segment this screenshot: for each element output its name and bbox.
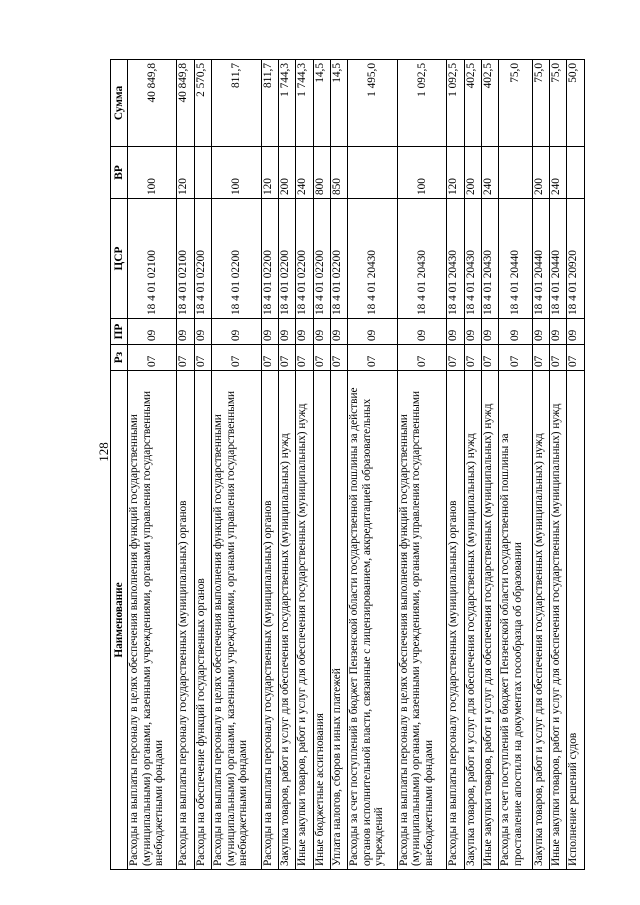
- cell-pr: 09: [348, 319, 397, 345]
- cell-vr: [348, 147, 397, 199]
- table-row: [464, 60, 481, 870]
- cell-rz: 07: [261, 345, 278, 371]
- cell-name: Уплата налогов, сборов и иных платежей: [331, 371, 348, 870]
- cell-name: Расходы на выплаты персоналу в целях обеспечения выполнения функций государственными (муниципальными) органами, казенными учреждениями, органами управления государственными внебюджетными фондами: [128, 371, 177, 870]
- cell-pr: 09: [313, 319, 330, 345]
- rotated-table-container: [110, 60, 585, 870]
- cell-pr: 09: [482, 319, 499, 345]
- table-row: [499, 60, 532, 870]
- cell-sum: 75,0: [550, 60, 567, 147]
- header-vr: ВР: [111, 147, 128, 199]
- table-row: [447, 60, 464, 870]
- cell-vr: 120: [261, 147, 278, 199]
- header-csr: ЦСР: [111, 199, 128, 319]
- cell-rz: 07: [499, 345, 532, 371]
- header-sum: Сумма: [111, 60, 128, 147]
- cell-rz: 07: [550, 345, 567, 371]
- cell-name: Расходы за счет поступлений в бюджет Пензенской области государственной пошлины за проставление апостиля на документах госообразца об образовании: [499, 371, 532, 870]
- cell-csr: 18 4 01 20440: [499, 199, 532, 319]
- cell-vr: 800: [313, 147, 330, 199]
- cell-csr: 18 4 01 02200: [296, 199, 313, 319]
- table-body: [128, 60, 585, 870]
- cell-rz: 07: [194, 345, 211, 371]
- cell-vr: 100: [397, 147, 446, 199]
- table-row: [567, 60, 585, 870]
- cell-sum: 50,0: [567, 60, 585, 147]
- cell-pr: 09: [567, 319, 585, 345]
- cell-rz: 07: [331, 345, 348, 371]
- cell-sum: 1 744,3: [279, 60, 296, 147]
- cell-sum: 1 092,5: [447, 60, 464, 147]
- cell-csr: 18 4 01 02200: [331, 199, 348, 319]
- header-rz: Рз: [111, 345, 128, 371]
- cell-vr: 240: [296, 147, 313, 199]
- cell-name: Исполнение решений судов: [567, 371, 585, 870]
- cell-rz: 07: [279, 345, 296, 371]
- cell-name: Расходы на выплаты персоналу государственных (муниципальных) органов: [177, 371, 194, 870]
- table-row: [177, 60, 194, 870]
- cell-rz: 07: [532, 345, 549, 371]
- cell-pr: 09: [212, 319, 261, 345]
- cell-csr: 18 4 01 20430: [464, 199, 481, 319]
- cell-csr: 18 4 01 02100: [128, 199, 177, 319]
- cell-csr: 18 4 01 20440: [532, 199, 549, 319]
- cell-rz: 07: [128, 345, 177, 371]
- cell-rz: 07: [464, 345, 481, 371]
- cell-sum: 1 744,3: [296, 60, 313, 147]
- cell-name: Расходы за счет поступлений в бюджет Пензенской области государственной пошлины за действие органов исполнительной власти, связанные с лицензированием, аккредитацией образовательных учреждений: [348, 371, 397, 870]
- cell-rz: 07: [482, 345, 499, 371]
- cell-name: Закупка товаров, работ и услуг для обеспечения государственных (муниципальных) нужд: [532, 371, 549, 870]
- cell-pr: 09: [550, 319, 567, 345]
- cell-vr: 120: [177, 147, 194, 199]
- cell-sum: 1 092,5: [397, 60, 446, 147]
- cell-csr: 18 4 01 20430: [397, 199, 446, 319]
- cell-vr: 200: [464, 147, 481, 199]
- cell-sum: 402,5: [482, 60, 499, 147]
- cell-rz: 07: [397, 345, 446, 371]
- cell-vr: 200: [532, 147, 549, 199]
- cell-vr: [194, 147, 211, 199]
- cell-sum: 14,5: [313, 60, 330, 147]
- cell-pr: 09: [261, 319, 278, 345]
- cell-csr: 18 4 01 02200: [261, 199, 278, 319]
- cell-vr: [567, 147, 585, 199]
- header-name: Наименование: [111, 371, 128, 870]
- cell-pr: 09: [532, 319, 549, 345]
- cell-csr: 18 4 01 02100: [177, 199, 194, 319]
- table-row: [194, 60, 211, 870]
- table-row: [128, 60, 177, 870]
- cell-sum: 402,5: [464, 60, 481, 147]
- cell-vr: 100: [128, 147, 177, 199]
- cell-pr: 09: [177, 319, 194, 345]
- cell-csr: 18 4 01 02200: [313, 199, 330, 319]
- cell-name: Иные закупки товаров, работ и услуг для обеспечения государственных (муниципальных) нужд: [550, 371, 567, 870]
- cell-vr: 120: [447, 147, 464, 199]
- table-row: [261, 60, 278, 870]
- cell-name: Расходы на выплаты персоналу государственных (муниципальных) органов: [261, 371, 278, 870]
- cell-name: Иные закупки товаров, работ и услуг для обеспечения государственных (муниципальных) нужд: [482, 371, 499, 870]
- table-row: [331, 60, 348, 870]
- table-row: [532, 60, 549, 870]
- cell-csr: 18 4 01 02200: [194, 199, 211, 319]
- table-row: [279, 60, 296, 870]
- cell-name: Расходы на выплаты персоналу в целях обеспечения выполнения функций государственными (муниципальными) органами, казенными учреждениями, органами управления государственными внебюджетными фондами: [397, 371, 446, 870]
- cell-csr: 18 4 01 20430: [482, 199, 499, 319]
- table-row: [397, 60, 446, 870]
- cell-csr: 18 4 01 20440: [550, 199, 567, 319]
- cell-csr: 18 4 01 20430: [348, 199, 397, 319]
- cell-sum: 14,5: [331, 60, 348, 147]
- table-row: [550, 60, 567, 870]
- cell-pr: 09: [447, 319, 464, 345]
- cell-name: Иные закупки товаров, работ и услуг для обеспечения государственных (муниципальных) нужд: [296, 371, 313, 870]
- cell-csr: 18 4 01 02200: [279, 199, 296, 319]
- cell-sum: 1 495,0: [348, 60, 397, 147]
- cell-rz: 07: [447, 345, 464, 371]
- cell-pr: 09: [279, 319, 296, 345]
- cell-vr: 850: [331, 147, 348, 199]
- cell-rz: 07: [313, 345, 330, 371]
- cell-rz: 07: [567, 345, 585, 371]
- table-row: [482, 60, 499, 870]
- cell-rz: 07: [348, 345, 397, 371]
- cell-csr: 18 4 01 20430: [447, 199, 464, 319]
- cell-pr: 09: [331, 319, 348, 345]
- cell-name: Иные бюджетные ассигнования: [313, 371, 330, 870]
- cell-vr: 200: [279, 147, 296, 199]
- cell-rz: 07: [212, 345, 261, 371]
- table-row: [296, 60, 313, 870]
- cell-name: Расходы на выплаты персоналу государственных (муниципальных) органов: [447, 371, 464, 870]
- table-header-row: [111, 60, 128, 870]
- budget-table: [110, 59, 585, 870]
- table-row: [313, 60, 330, 870]
- cell-pr: 09: [296, 319, 313, 345]
- cell-name: Закупка товаров, работ и услуг для обеспечения государственных (муниципальных) нужд: [279, 371, 296, 870]
- table-row: [212, 60, 261, 870]
- cell-rz: 07: [296, 345, 313, 371]
- table-row: [348, 60, 397, 870]
- cell-sum: 75,0: [532, 60, 549, 147]
- cell-sum: 811,7: [261, 60, 278, 147]
- header-pr: ПР: [111, 319, 128, 345]
- page-number: 128: [96, 442, 111, 462]
- cell-rz: 07: [177, 345, 194, 371]
- cell-sum: 75,0: [499, 60, 532, 147]
- cell-csr: 18 4 01 20920: [567, 199, 585, 319]
- cell-name: Закупка товаров, работ и услуг для обеспечения государственных (муниципальных) нужд: [464, 371, 481, 870]
- cell-vr: 100: [212, 147, 261, 199]
- cell-pr: 09: [128, 319, 177, 345]
- cell-sum: 811,7: [212, 60, 261, 147]
- cell-name: Расходы на выплаты персоналу в целях обеспечения выполнения функций государственными (муниципальными) органами, казенными учреждениями, органами управления государственными внебюджетными фондами: [212, 371, 261, 870]
- cell-sum: 40 849,8: [128, 60, 177, 147]
- cell-vr: 240: [550, 147, 567, 199]
- cell-pr: 09: [464, 319, 481, 345]
- cell-sum: 2 570,5: [194, 60, 211, 147]
- cell-vr: [499, 147, 532, 199]
- cell-name: Расходы на обеспечение функций государственных органов: [194, 371, 211, 870]
- cell-sum: 40 849,8: [177, 60, 194, 147]
- cell-pr: 09: [194, 319, 211, 345]
- cell-csr: 18 4 01 02200: [212, 199, 261, 319]
- cell-pr: 09: [397, 319, 446, 345]
- cell-vr: 240: [482, 147, 499, 199]
- cell-pr: 09: [499, 319, 532, 345]
